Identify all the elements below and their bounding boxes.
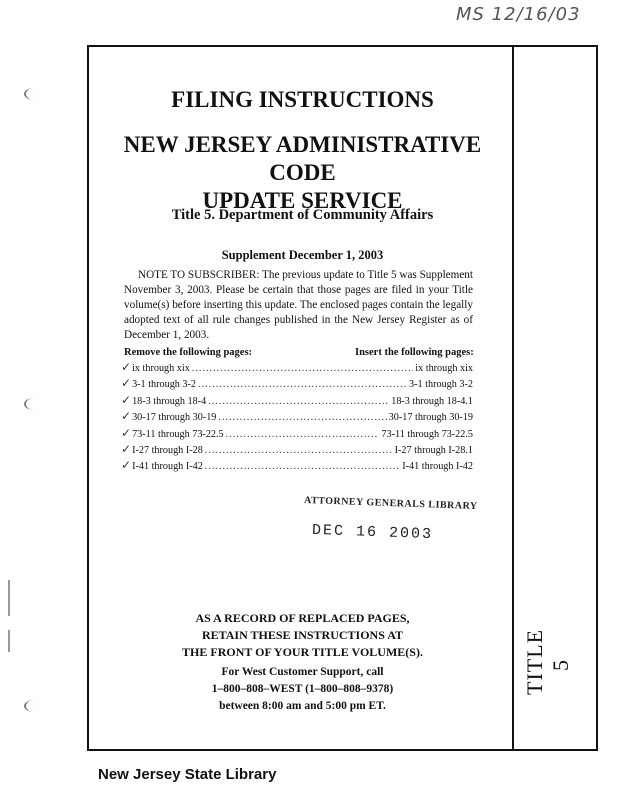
list-item <box>121 426 473 442</box>
support-hours: between 8:00 am and 5:00 pm ET. <box>219 700 386 712</box>
support-phone: 1–800–808–WEST (1–800–808–9378) <box>211 683 394 695</box>
supplement-date: Supplement December 1, 2003 <box>221 248 384 262</box>
insert-range: I-41 through I-42 <box>402 461 473 473</box>
insert-range: ix through xix <box>415 363 473 374</box>
remove-pages-header: Remove the following pages: <box>124 347 253 358</box>
leader-dots <box>208 394 389 409</box>
leader-dots <box>205 459 400 474</box>
support-line: For West Customer Support, call <box>221 666 384 678</box>
retain-line: AS A RECORD OF REPLACED PAGES, <box>195 611 410 625</box>
checkmark-icon: ✓ <box>121 392 132 407</box>
remove-range: 3-1 through 3-2 <box>132 379 197 391</box>
scan-edge-mark <box>8 630 10 652</box>
list-item <box>121 360 473 376</box>
list-item <box>121 393 473 409</box>
library-footer-stamp: New Jersey State Library <box>98 766 277 783</box>
remove-range: 18-3 through 18-4 <box>132 395 207 407</box>
subtitle-line-1: NEW JERSEY ADMINISTRATIVE CODE <box>123 132 482 185</box>
subtitle-line-2: UPDATE SERVICE <box>202 188 403 213</box>
binder-hole-mark <box>24 700 44 712</box>
side-tab-label: TITLE 5 <box>522 628 573 695</box>
binder-hole-mark <box>24 398 44 410</box>
insert-range: 73-11 through 73-22.5 <box>381 428 473 440</box>
remove-range: 30-17 through 30-19 <box>132 412 217 424</box>
list-item <box>121 409 473 425</box>
remove-range: 73-11 through 73-22.5 <box>132 428 224 440</box>
checkmark-icon: ✓ <box>121 360 132 374</box>
remove-range: I-41 through I-42 <box>132 461 203 473</box>
checkmark-icon: ✓ <box>121 376 132 391</box>
checkmark-icon: ✓ <box>121 409 132 424</box>
leader-dots <box>205 443 393 458</box>
checkmark-icon: ✓ <box>121 442 132 457</box>
binder-hole-mark <box>24 88 44 100</box>
insert-range: 18-3 through 18-4.1 <box>391 395 473 407</box>
retain-line: THE FRONT OF YOUR TITLE VOLUME(S). <box>182 645 423 659</box>
checkmark-icon: ✓ <box>121 425 132 440</box>
list-item <box>121 458 473 474</box>
insert-range: 30-17 through 30-19 <box>388 412 473 424</box>
list-item <box>121 442 473 458</box>
document-subtitle <box>100 131 505 215</box>
retain-line: RETAIN THESE INSTRUCTIONS AT <box>201 628 404 642</box>
scan-edge-mark <box>8 580 10 616</box>
page-replacement-list <box>121 360 473 475</box>
note-to-subscriber: NOTE TO SUBSCRIBER: The previous update to Title 5 was Supplement November 3, 2003. Please be certain that those pages are filed in your Title volume(s) before inserting this update. The enclosed pages contain the legally adopted text of all rule changes published in the New Jersey Register as of December 1, 2003. <box>124 269 474 341</box>
checkmark-icon: ✓ <box>121 458 132 473</box>
list-item <box>121 376 473 392</box>
insert-range: 3-1 through 3-2 <box>409 379 473 391</box>
leader-dots <box>226 427 380 442</box>
leader-dots <box>192 361 413 376</box>
page-title: FILING INSTRUCTIONS <box>171 87 434 112</box>
stamp-date: DEC 16 2003 <box>311 521 434 544</box>
title-section-heading: Title 5. Department of Community Affairs <box>171 207 434 223</box>
remove-range: ix through xix <box>132 363 190 374</box>
handwritten-initials-date: MS 12/16/03 <box>456 4 581 25</box>
insert-pages-header: Insert the following pages: <box>355 347 474 358</box>
insert-range: I-27 through I-28.1 <box>394 445 473 457</box>
library-stamp: ATTORNEY GENERALS LIBRARY <box>303 494 478 513</box>
remove-range: I-27 through I-28 <box>132 445 203 457</box>
customer-support-info <box>100 664 505 715</box>
leader-dots <box>218 410 386 425</box>
leader-dots <box>198 377 407 392</box>
tab-divider-line <box>512 45 514 751</box>
retain-instructions <box>100 610 505 661</box>
